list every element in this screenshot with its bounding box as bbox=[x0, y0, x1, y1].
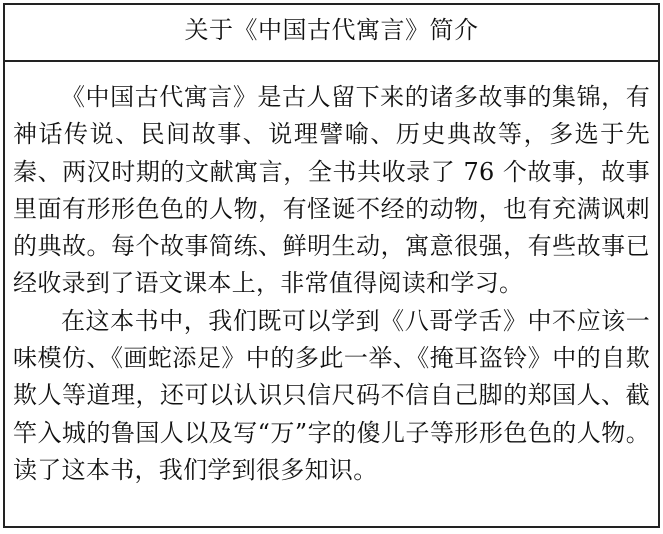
document-title: 关于《中国古代寓言》简介 bbox=[184, 15, 479, 44]
document-body bbox=[5, 62, 650, 489]
title-bar bbox=[5, 5, 658, 62]
paragraph-2: 在这本书中，我们既可以学到《八哥学舌》中不应该一味模仿、《画蛇添足》中的多此一举、《掩耳盗铃》中的自欺欺人等道理，还可以认识只信尺码不信自己脚的郑国人、截竿入城的鲁国人以及写“万”字的傻儿子等形形色色的人物。读了这本书，我们学到很多知识。 bbox=[13, 306, 650, 484]
paragraph-1: 《中国古代寓言》是古人留下来的诸多故事的集锦，有神话传说、民间故事、说理譬喻、历史典故等，多选于先秦、两汉时期的文献寓言，全书共收录了 76 个故事，故事里面有形形色色的人物，有怪诞不经的动物，也有充满讽刺的典故。每个故事简练、鲜明生动，寓意很强，有些故事已经收录到了语文课本上，非常值得阅读和学习。 bbox=[13, 83, 650, 298]
document-frame bbox=[3, 3, 660, 528]
